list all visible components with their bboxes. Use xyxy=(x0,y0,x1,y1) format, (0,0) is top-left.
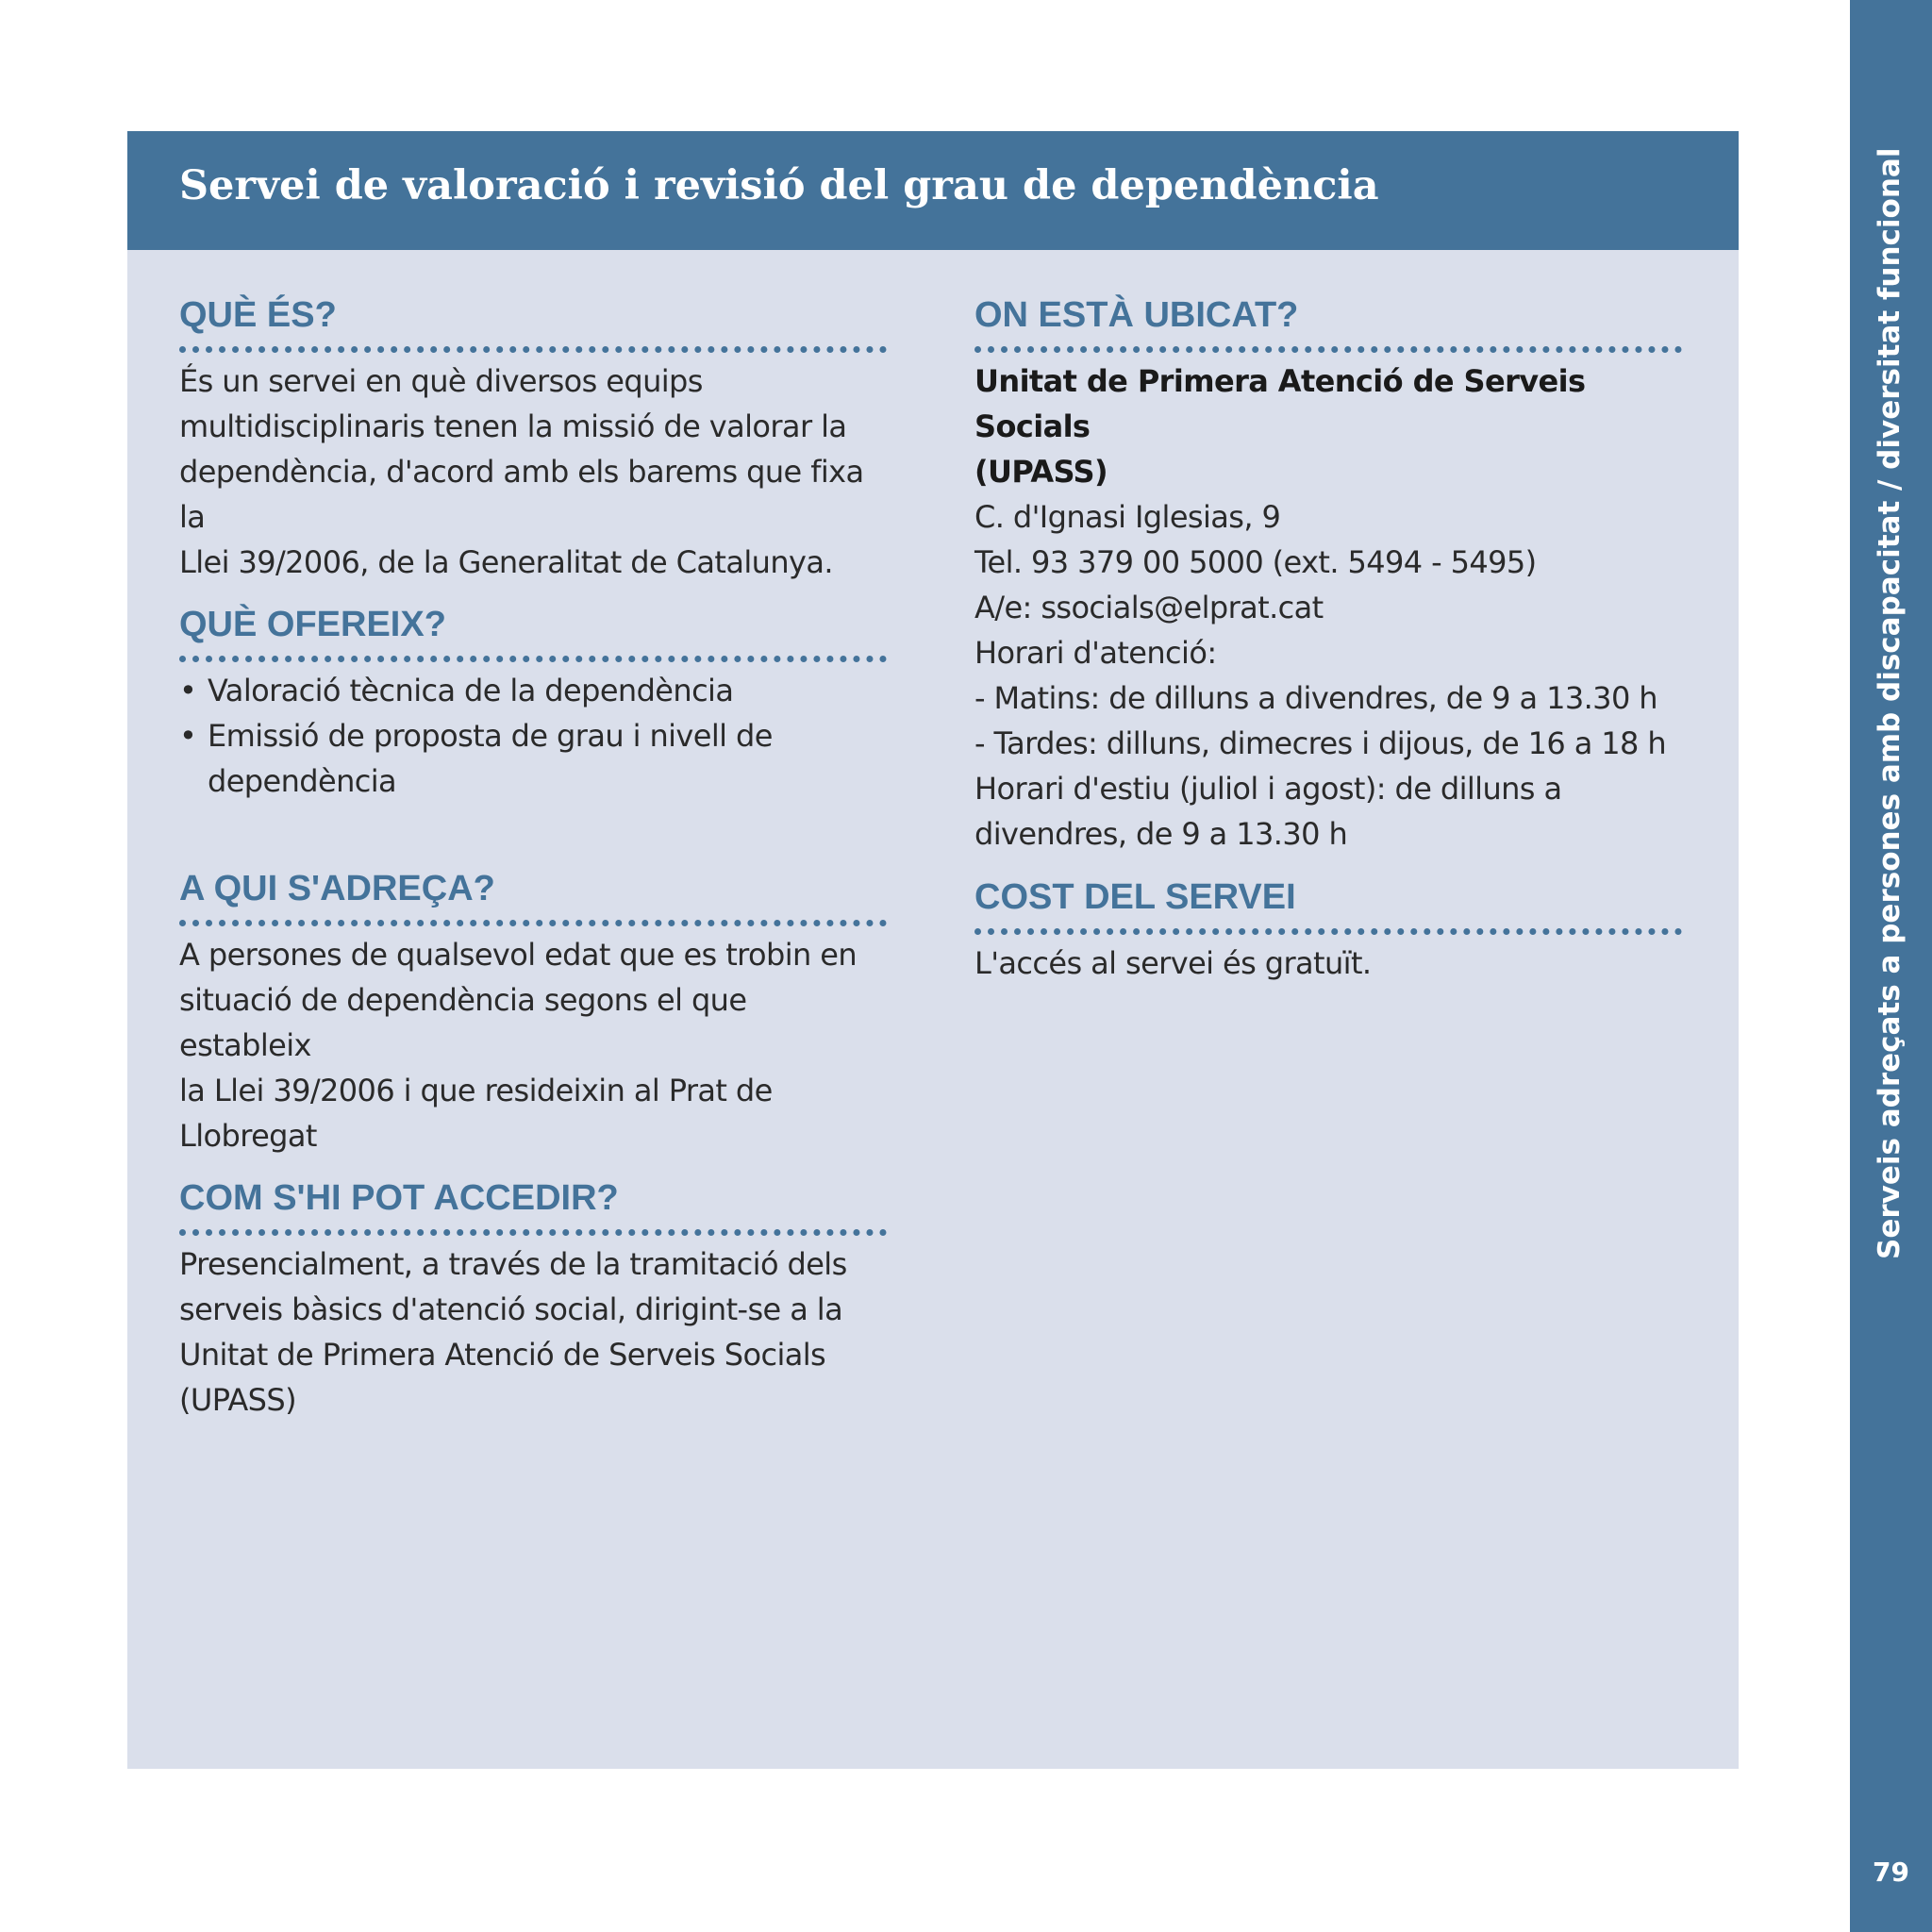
section-on-esta-ubicat xyxy=(974,291,1682,857)
phone: Tel. 93 379 00 5000 (ext. 5494 - 5495) xyxy=(974,544,1537,580)
section-com-accedir xyxy=(179,1174,887,1423)
text-line: Presencialment, a través de la tramitació dels xyxy=(179,1246,847,1282)
section-a-qui xyxy=(179,865,887,1158)
section-heading: A QUI S'ADREÇA? xyxy=(179,865,887,926)
section-heading: QUÈ ÉS? xyxy=(179,291,887,353)
address: C. d'Ignasi Iglesias, 9 xyxy=(974,499,1281,535)
section-heading: COM S'HI POT ACCEDIR? xyxy=(179,1174,887,1236)
text-line: És un servei en què diversos equips xyxy=(179,363,703,399)
section-que-es xyxy=(179,291,887,585)
hours-afternoon: - Tardes: dilluns, dimecres i dijous, de 16 a 18 h xyxy=(974,725,1667,761)
section-text xyxy=(179,358,887,585)
email: A/e: ssocials@elprat.cat xyxy=(974,590,1324,625)
text-line: A persones de qualsevol edat que es trobin en xyxy=(179,937,858,973)
text-line: (UPASS) xyxy=(179,1382,296,1418)
offer-list xyxy=(179,668,887,804)
text-line: Unitat de Primera Atenció de Serveis Socials xyxy=(179,1337,826,1373)
section-heading: COST DEL SERVEI xyxy=(974,874,1682,935)
service-panel xyxy=(127,131,1739,1769)
text-line: dependència xyxy=(208,763,397,799)
text-line: serveis bàsics d'atenció social, dirigint-se a la xyxy=(179,1291,843,1327)
text-line: Valoració tècnica de la dependència xyxy=(208,673,734,708)
hours-morning: - Matins: de dilluns a divendres, de 9 a 13.30 h xyxy=(974,680,1657,716)
section-heading: QUÈ OFEREIX? xyxy=(179,601,887,662)
section-text xyxy=(179,1241,887,1423)
text-line: (UPASS) xyxy=(974,454,1108,490)
section-side-title: Serveis adreçats a persones amb discapacitat / diversitat funcional xyxy=(1873,147,1907,1259)
text-line: Emissió de proposta de grau i nivell de xyxy=(208,718,773,754)
organization-name xyxy=(974,358,1682,494)
list-item xyxy=(179,713,887,804)
page-number: 79 xyxy=(1873,1857,1909,1888)
hours-label: Horari d'atenció: xyxy=(974,635,1217,671)
summer-hours: Horari d'estiu (juliol i agost): de dilluns a xyxy=(974,771,1562,807)
bullet-icon: • xyxy=(179,673,197,708)
text-line: multidisciplinaris tenen la missió de valorar la xyxy=(179,408,847,444)
text-line: la Llei 39/2006 i que resideixin al Prat de xyxy=(179,1073,773,1108)
list-item xyxy=(179,668,887,713)
section-heading: ON ESTÀ UBICAT? xyxy=(974,291,1682,353)
contact-details xyxy=(974,494,1682,857)
section-text xyxy=(179,932,887,1158)
text-line: situació de dependència segons el que estableix xyxy=(179,982,747,1063)
bullet-icon: • xyxy=(179,718,197,754)
text-line: Llobregat xyxy=(179,1118,317,1154)
panel-header xyxy=(127,131,1739,250)
cost-text: L'accés al servei és gratuït. xyxy=(974,945,1372,981)
section-que-ofereix xyxy=(179,601,887,804)
summer-hours: divendres, de 9 a 13.30 h xyxy=(974,816,1348,852)
section-cost xyxy=(974,874,1682,986)
panel-title: Servei de valoració i revisió del grau de dependència xyxy=(179,162,1379,209)
text-line: Llei 39/2006, de la Generalitat de Catalunya. xyxy=(179,544,833,580)
text-line: Unitat de Primera Atenció de Serveis Socials xyxy=(974,363,1586,444)
text-line: dependència, d'acord amb els barems que fixa la xyxy=(179,454,864,535)
